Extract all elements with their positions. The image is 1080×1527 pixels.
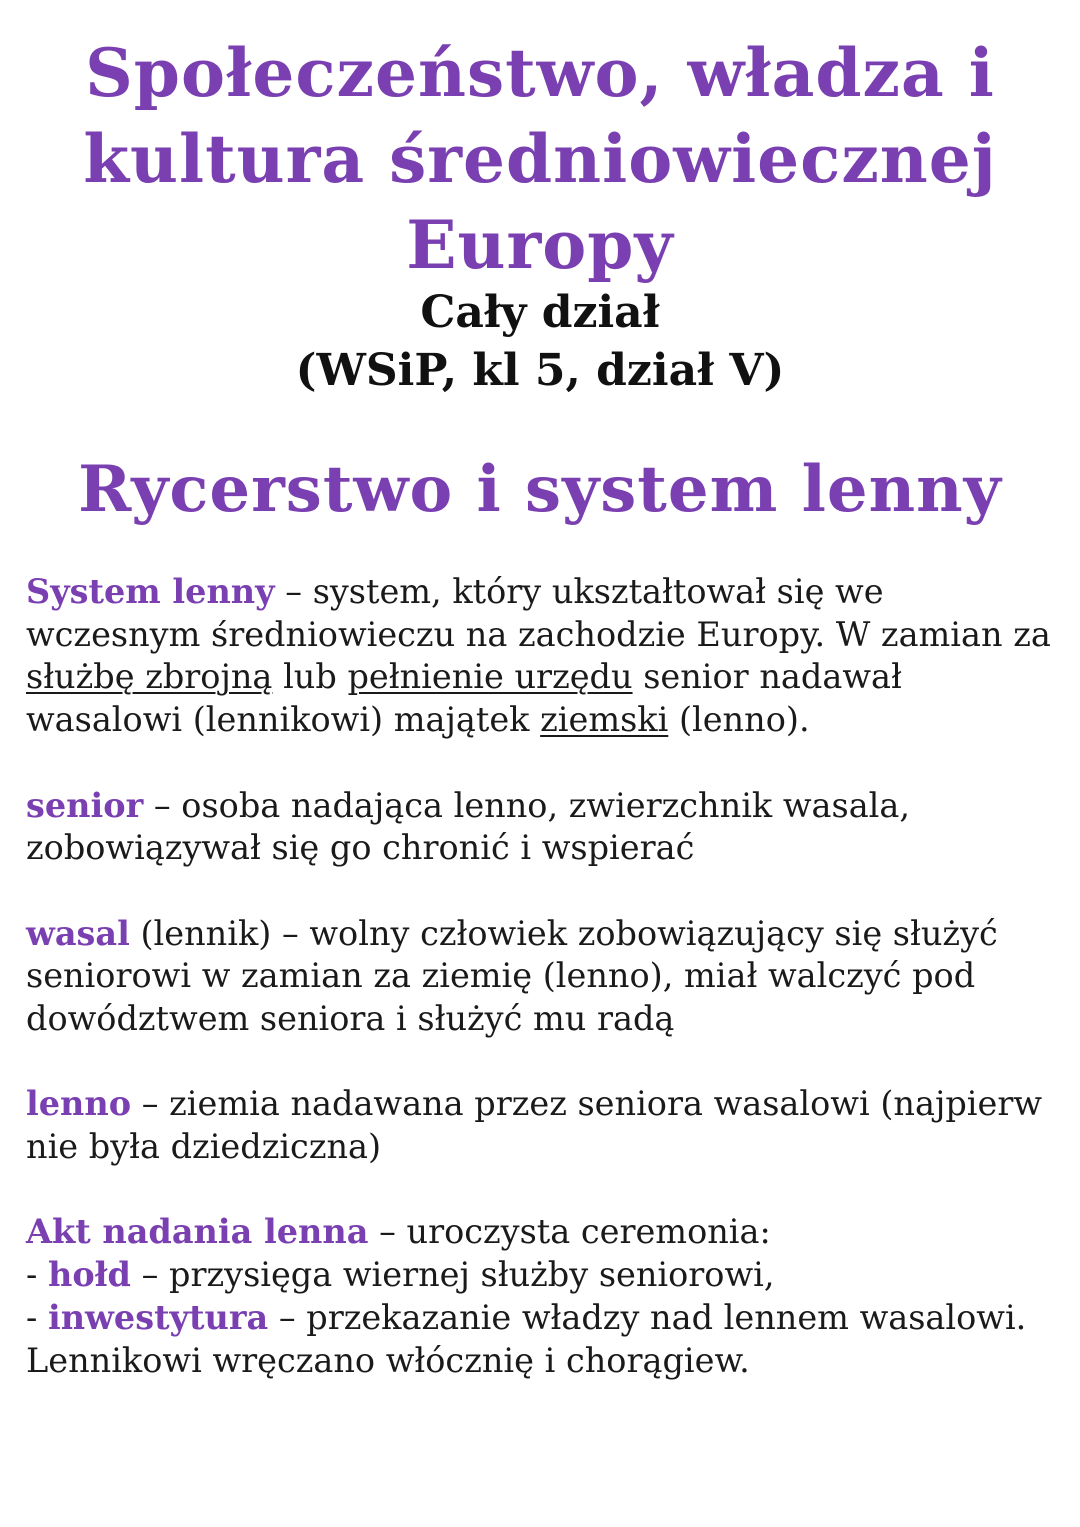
term-lenno: lenno — [26, 1084, 132, 1124]
definition-text: senior nadawał wasalowi (lennikowi) majątek — [26, 657, 902, 740]
definition-lenno — [26, 1083, 1066, 1168]
definition-text: (lenno). — [668, 700, 810, 740]
definition-text: – osoba nadająca lenno, zwierzchnik wasala, zobowiązywał się go chronić i wspierać — [26, 785, 911, 868]
section-title: Rycerstwo i system lenny — [78, 452, 1002, 527]
definition-akt-nadania-lenna — [26, 1211, 1066, 1382]
list-dash: - — [26, 1255, 48, 1295]
definition-text: lub — [272, 657, 348, 697]
term-hold: hołd — [47, 1255, 131, 1295]
title-line-3: Europy — [406, 206, 674, 284]
definition-text: (lennik) – wolny człowiek zobowiązujący się służyć seniorowi w zamian za ziemię (lenno), miał walczyć pod dowództwem seniora i służyć mu radą — [26, 913, 998, 1038]
list-dash: - — [26, 1297, 48, 1337]
title-line-1: Społeczeństwo, władza i — [85, 34, 995, 112]
definitions-content — [26, 571, 1066, 1425]
underlined-phrase: ziemski — [540, 700, 669, 740]
page-title — [60, 30, 1020, 288]
subtitle-source: (WSiP, kl 5, dział V) — [295, 345, 785, 396]
definition-text: – przekazanie władzy nad lennem wasalowi. Lennikowi wręczano włócznię i chorągiew. — [26, 1297, 1027, 1380]
definition-text: – ziemia nadawana przez seniora wasalowi (najpierw nie była dziedziczna) — [26, 1084, 1043, 1167]
term-wasal: wasal — [26, 913, 130, 953]
definition-text: – przysięga wiernej służby seniorowi, — [130, 1255, 775, 1295]
title-line-2: kultura średniowiecznej — [83, 120, 997, 198]
term-akt-nadania-lenna: Akt nadania lenna — [26, 1212, 369, 1252]
underlined-phrase: służbę zbrojną — [26, 657, 273, 697]
definition-text: – system, który ukształtował się we wczesnym średniowieczu na zachodzie Europy. W zamian za — [26, 572, 1051, 654]
definition-wasal — [26, 913, 1066, 1041]
definition-system-lenny — [26, 571, 1066, 742]
definition-text: – uroczysta ceremonia: — [368, 1212, 771, 1252]
definition-senior — [26, 785, 1066, 870]
subtitle-scope: Cały dział — [420, 287, 660, 338]
term-system-lenny: System lenny — [26, 572, 275, 611]
term-senior: senior — [26, 785, 144, 825]
underlined-phrase: pełnienie urzędu — [347, 657, 633, 697]
term-inwestytura: inwestytura — [47, 1297, 269, 1337]
